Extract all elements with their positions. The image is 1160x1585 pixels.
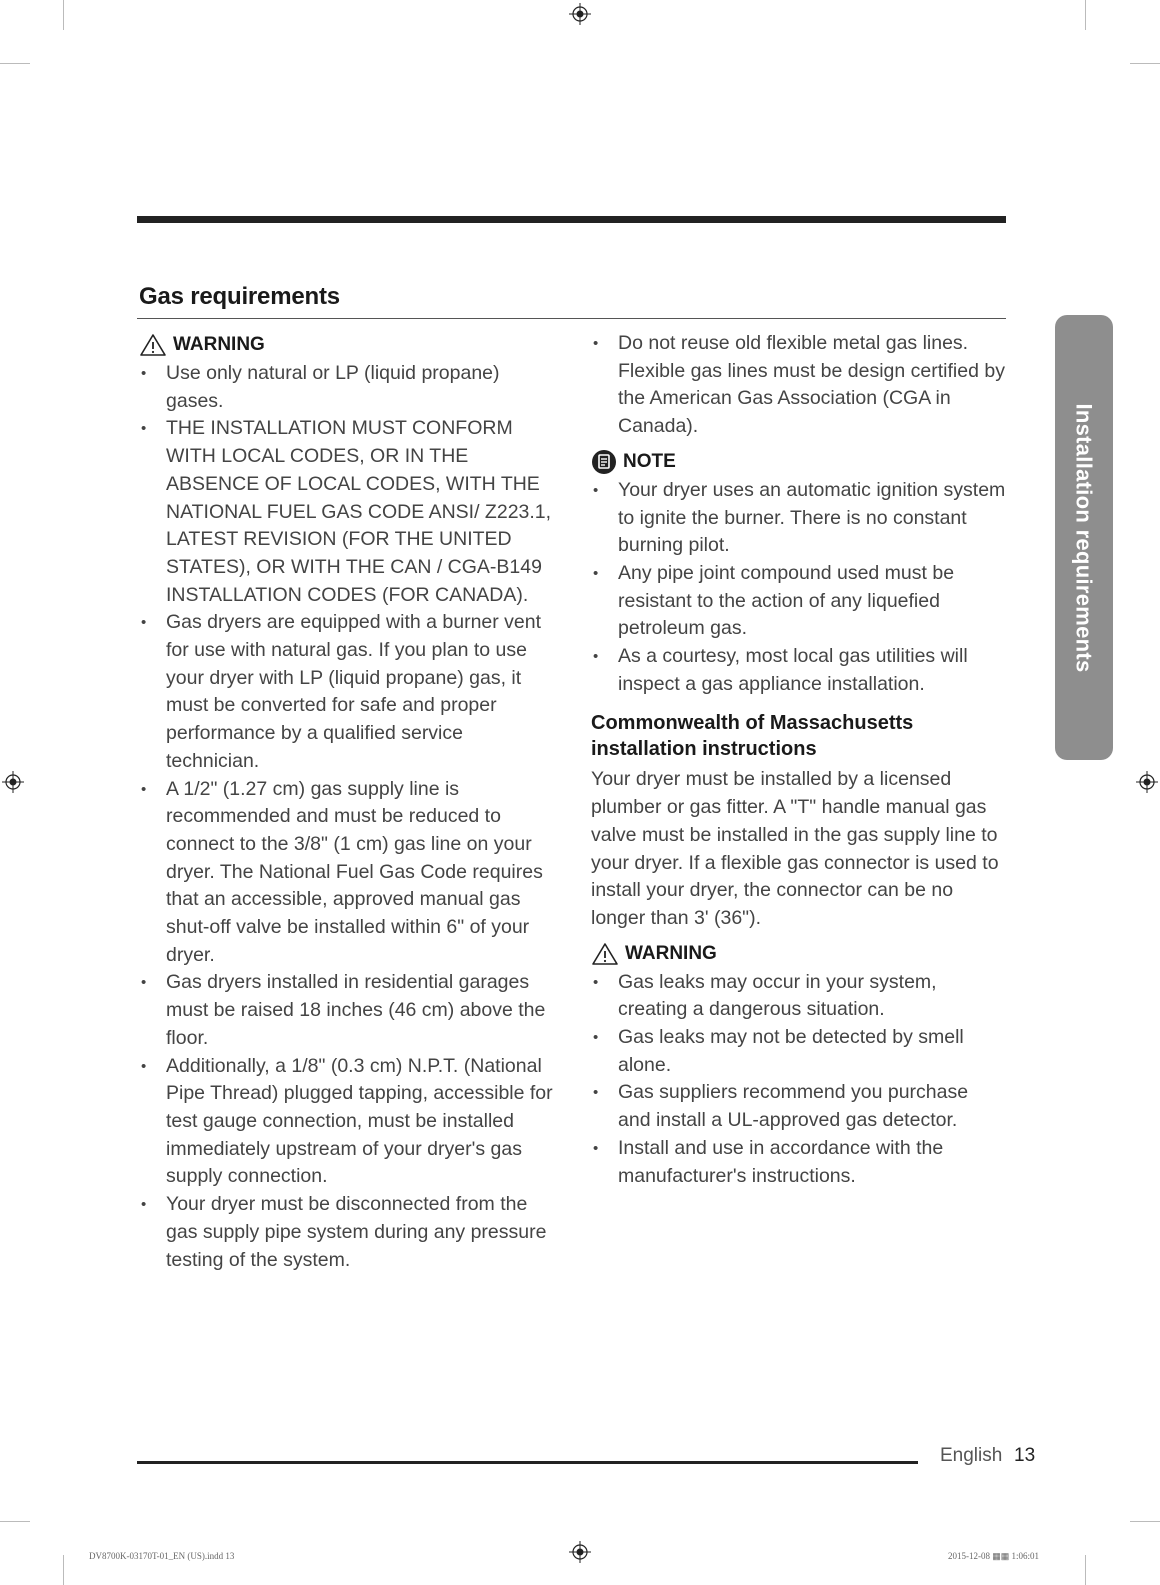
warning-triangle-icon (591, 942, 619, 966)
footer-rule (137, 1461, 918, 1464)
crop-mark (1085, 0, 1086, 30)
print-slug-left: DV8700K-03170T-01_EN (US).indd 13 (89, 1551, 235, 1561)
side-section-tab (1055, 315, 1113, 760)
list-item: • Use only natural or LP (liquid propane) gases. (139, 360, 559, 415)
note-label: NOTE (623, 450, 676, 472)
list-item: • Gas dryers are equipped with a burner vent for use with natural gas. If you plan to use your dryer with LP (liquid propane) gas, it must be converted for safe and proper performance by a qualified service technician. (139, 609, 559, 775)
footer-language: English (940, 1445, 1003, 1466)
crop-mark (63, 1555, 64, 1585)
page-number: 13 (1014, 1445, 1036, 1466)
warning-triangle-icon (139, 333, 167, 357)
warning-list (591, 969, 1006, 1191)
crop-mark (1130, 1521, 1160, 1522)
registration-mark-icon (2, 771, 24, 793)
list-item: • Gas dryers installed in residential garages must be raised 18 inches (46 cm) above the floor. (139, 969, 559, 1052)
list-item: • Gas leaks may not be detected by smell alone. (591, 1024, 1006, 1079)
list-item: • Your dryer must be disconnected from the gas supply pipe system during any pressure testing of the system. (139, 1191, 559, 1274)
registration-mark-icon (1136, 771, 1158, 793)
list-item: • Your dryer uses an automatic ignition system to ignite the burner. There is no constant burning pilot. (591, 477, 1006, 560)
side-tab-label: Installation requirements (1072, 402, 1097, 673)
warning-list (139, 360, 559, 1274)
list-item: • Gas leaks may occur in your system, creating a dangerous situation. (591, 969, 1006, 1024)
list-item: • THE INSTALLATION MUST CONFORM WITH LOCAL CODES, OR IN THE ABSENCE OF LOCAL CODES, WITH THE NATIONAL FUEL GAS CODE ANSI/ Z223.1, LATEST REVISION (FOR THE UNITED STATES), OR WITH THE CAN / CGA-B149 INSTALLATION CODES (FOR CANADA). (139, 415, 559, 609)
warning-header (139, 330, 559, 360)
crop-mark (63, 0, 64, 30)
note-icon (591, 449, 617, 475)
subsection-body: Your dryer must be installed by a licensed plumber or gas fitter. A "T" handle manual gas valve must be installed in the gas supply line to your dryer. If a flexible gas connector is used to install your dryer, the connector can be no longer than 3' (36"). (591, 768, 999, 929)
subsection-title: Commonwealth of Massachusetts installation instructions (591, 712, 914, 761)
list-item: • Any pipe joint compound used must be resistant to the action of any liquefied petroleum gas. (591, 560, 1006, 643)
left-column (139, 330, 559, 1274)
registration-mark-icon (569, 1541, 591, 1563)
list-item: • As a courtesy, most local gas utilities will inspect a gas appliance installation. (591, 643, 1006, 698)
print-slug-right: 2015-12-08 ▦▦ 1:06:01 (948, 1551, 1040, 1561)
registration-mark-icon (569, 3, 591, 25)
note-header (591, 447, 1006, 477)
right-column (591, 330, 1006, 1190)
header-bar (137, 216, 1006, 223)
list-item: • Gas suppliers recommend you purchase and install a UL-approved gas detector. (591, 1079, 1006, 1134)
title-underline (137, 318, 1006, 319)
crop-mark (1130, 63, 1160, 64)
crop-mark (0, 1521, 30, 1522)
warning-label: WARNING (173, 334, 265, 355)
section-title: Gas requirements (139, 283, 340, 310)
list-item: • Install and use in accordance with the manufacturer's instructions. (591, 1135, 1006, 1190)
list-item: • Do not reuse old flexible metal gas lines. Flexible gas lines must be design certified by the American Gas Association (CGA in Canada). (591, 330, 1006, 441)
list-item: • Additionally, a 1/8" (0.3 cm) N.P.T. (National Pipe Thread) plugged tapping, accessible for test gauge connection, must be installed immediately upstream of your dryer's gas supply connection. (139, 1053, 559, 1192)
warning-header (591, 939, 1006, 969)
warning-continued-list (591, 330, 1006, 441)
note-list (591, 477, 1006, 699)
list-item: • A 1/2" (1.27 cm) gas supply line is recommended and must be reduced to connect to the 3/8" (1 cm) gas line on your dryer. The National Fuel Gas Code requires that an accessible, approved manual gas shut-off valve be installed within 6" of your dryer. (139, 776, 559, 970)
crop-mark (0, 63, 30, 64)
warning-label: WARNING (625, 942, 717, 964)
crop-mark (1085, 1555, 1086, 1585)
